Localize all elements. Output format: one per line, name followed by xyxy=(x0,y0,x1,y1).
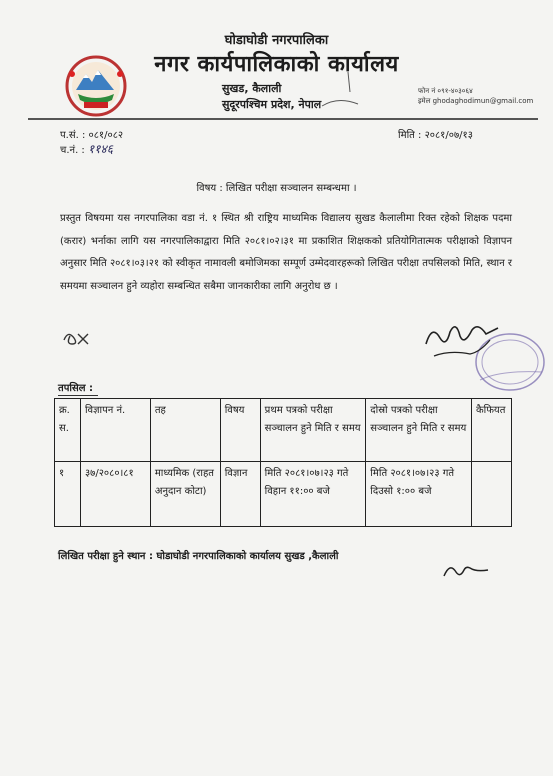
header-divider xyxy=(28,118,538,120)
cell-second-paper: मिति २०८१।०७।२३ गते दिउसो १:०० बजे xyxy=(366,462,472,527)
office-email: इमेल ghodaghodimun@gmail.com xyxy=(418,97,534,105)
office-name: नगर कार्यपालिकाको कार्यालय xyxy=(154,52,399,77)
header-remarks: कैफियत xyxy=(471,399,511,462)
letter-body: प्रस्तुत विषयमा यस नगरपालिका वडा नं. १ स्थित श्री राष्ट्रिय माध्यमिक विद्यालय सुखड कैलालीमा रिक्त रहेको शिक्षक पदमा (करार) भर्नाका लागि यस नगरपालिकाद्वारा मिति २०८१।०२।३१ मा प्रकाशित शिक्षकको प्रतियोगितात्मक परीक्षाको विज्ञापन अनुसार मिति २०८१।०३।२१ को स्वीकृत नामावली बमोजिमका सम्पूर्ण उम्मेदवारहरूको लिखित परीक्षा तपसिलको मिति, स्थान र समयमा सञ्चालन हुने व्यहोरा सम्बन्धित सबैमा जानकारीका लागि अनुरोध छ । xyxy=(60,213,512,292)
province-name: सुदूरपश्चिम प्रदेश, नेपाल xyxy=(222,98,322,111)
schedule-title-underline xyxy=(58,395,98,396)
chalani-number xyxy=(60,140,113,157)
letter-date: मिति : २०८१/०७/१३ xyxy=(398,130,473,141)
signature-stamp-icon xyxy=(420,310,545,395)
table-header-row xyxy=(55,399,512,462)
cell-serial: १ xyxy=(55,462,81,527)
header-second-paper: दोस्रो पत्रको परीक्षा सञ्चालन हुने मिति र समय xyxy=(366,399,472,462)
exam-schedule-table xyxy=(54,398,512,527)
cell-remarks xyxy=(471,462,511,527)
header-stamp-icon xyxy=(318,66,362,114)
office-phone: फोन नं ०९१-४०३०६४ xyxy=(418,87,473,95)
handwritten-mark-icon xyxy=(60,328,94,348)
header-first-paper: प्रथम पत्रको परीक्षा सञ्चालन हुने मिति र समय xyxy=(260,399,366,462)
table-row xyxy=(55,462,512,527)
cell-subject: विज्ञान xyxy=(220,462,260,527)
chalani-value: ११४६ xyxy=(88,142,113,156)
municipality-name: घोडाघोडी नगरपालिका xyxy=(224,33,329,48)
header-ad-number: विज्ञापन नं. xyxy=(80,399,150,462)
cell-first-paper: मिति २०८१।०७।२३ गते विहान ११:०० बजे xyxy=(260,462,366,527)
header-level: तह xyxy=(150,399,220,462)
chalani-label: च.नं. : xyxy=(60,145,85,156)
header-subject: विषय xyxy=(220,399,260,462)
cell-level: माध्यमिक (राहत अनुदान कोटा) xyxy=(150,462,220,527)
patra-sankhya: प.सं. : ०८१/०८२ xyxy=(60,130,124,141)
schedule-title: तपसिल : xyxy=(58,383,93,394)
letter-subject: विषय : लिखित परीक्षा सञ्चालन सम्बन्धमा । xyxy=(196,183,357,194)
header-serial: क्र. स. xyxy=(55,399,81,462)
initials-signature-icon xyxy=(440,558,492,582)
office-address: सुखड, कैलाली xyxy=(222,82,282,95)
cell-ad-number: ३७/२०८०।८१ xyxy=(80,462,150,527)
exam-location: लिखित परीक्षा हुने स्थान : घोडाघोडी नगरपालिकाको कार्यालय सुखड ,कैलाली xyxy=(58,551,339,562)
